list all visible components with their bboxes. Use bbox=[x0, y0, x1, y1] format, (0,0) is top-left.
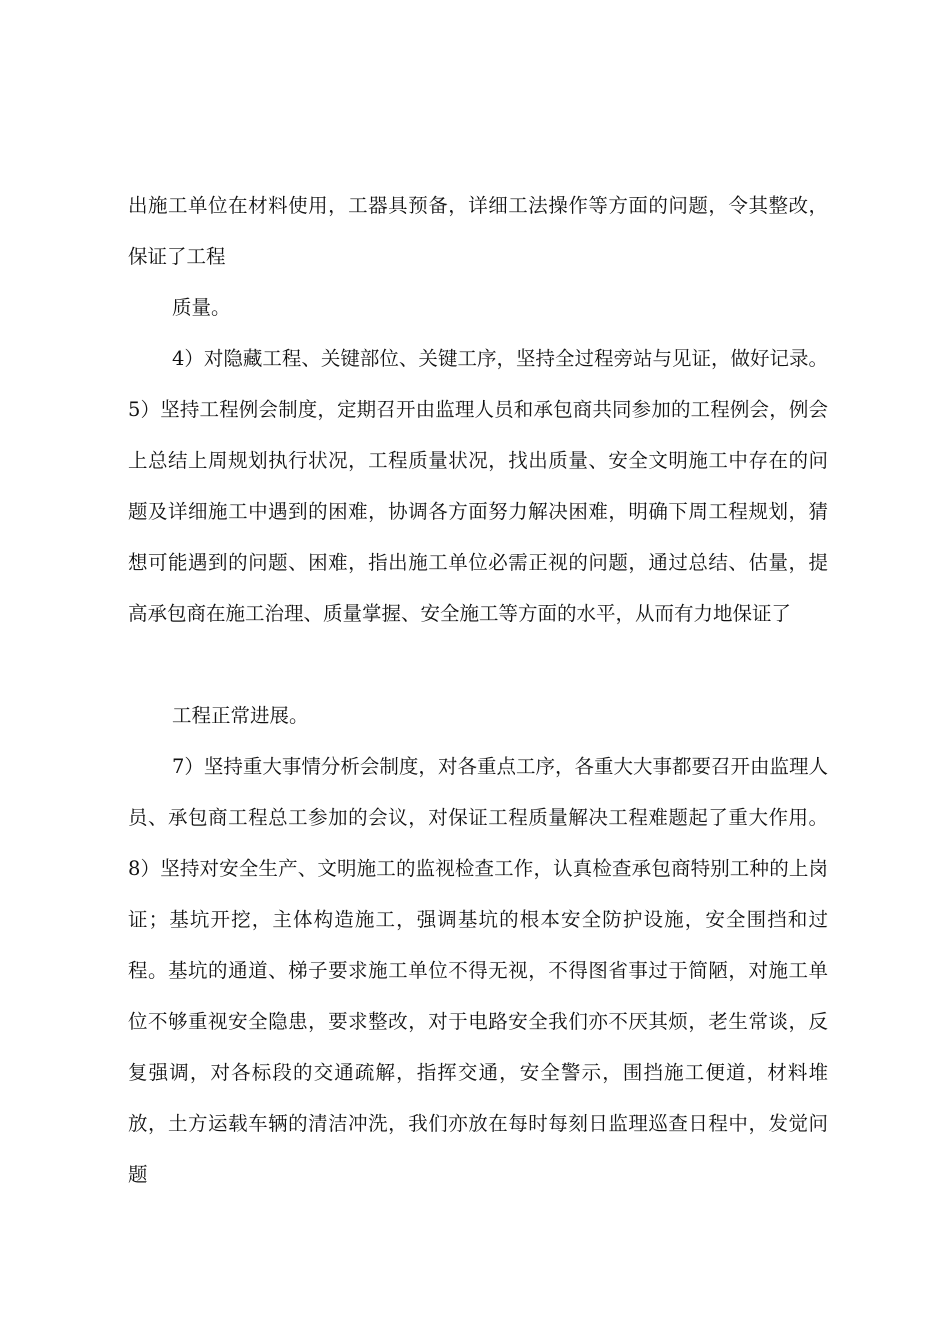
paragraph-2: 质量。 bbox=[172, 296, 231, 319]
paragraph-4: 工程正常进展。 bbox=[172, 704, 309, 727]
paragraph-3: 4）对隐藏工程、关键部位、关键工序，坚持全过程旁站与见证，做好记录。5）坚持工程例会制度，定期召开由监理人员和承包商共同参加的工程例会，例会上总结上周规划执行状况，工程质量状况，找出质量、安全文明施工中存在的问题及详细施工中遇到的困难，协调各方面努力解决困难，明确下周工程规划，猜想可能遇到的问题、困难，指出施工单位必需正视的问题，通过总结、估量，提高承包商在施工治理、质量掌握、安全施工等方面的水平，从而有力地保证了 bbox=[128, 347, 828, 625]
paragraph-1: 出施工单位在材料使用，工器具预备，详细工法操作等方面的问题，令其整改，保证了工程 bbox=[128, 194, 828, 268]
paragraph-5: 7）坚持重大事情分析会制度，对各重点工序，各重大大事都要召开由监理人员、承包商工程总工参加的会议，对保证工程质量解决工程难题起了重大作用。8）坚持对安全生产、文明施工的监视检查工作，认真检查承包商特别工种的上岗证；基坑开挖，主体构造施工，强调基坑的根本安全防护设施，安全围挡和过程。基坑的通道、梯子要求施工单位不得无视，不得图省事过于简陋，对施工单位不够重视安全隐患，要求整改，对于电路安全我们亦不厌其烦，老生常谈，反复强调，对各标段的交通疏解，指挥交通，安全警示，围挡施工便道，材料堆放，土方运载车辆的清洁冲洗，我们亦放在每时每刻日监理巡查日程中，发觉问题 bbox=[128, 755, 828, 1186]
